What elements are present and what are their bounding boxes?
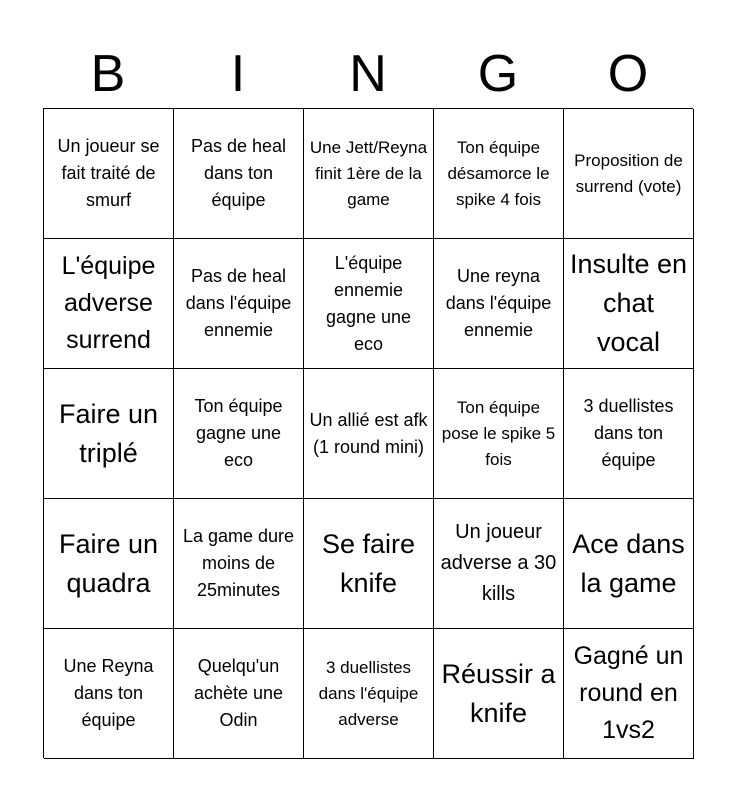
header-letter-n: N bbox=[349, 45, 387, 103]
cell-text: L'équipe ennemie gagne une eco bbox=[325, 252, 412, 354]
bingo-cell[interactable] bbox=[44, 369, 174, 499]
cell-text: Pas de heal dans ton équipe bbox=[190, 136, 287, 210]
cell-text: Une Reyna dans ton équipe bbox=[63, 656, 154, 730]
cell-text: 3 duellistes dans ton équipe bbox=[583, 396, 674, 470]
bingo-cell[interactable] bbox=[564, 109, 694, 239]
cell-text: Un joueur adverse a 30 kills bbox=[440, 521, 557, 605]
cell-text: La game dure moins de 25minutes bbox=[182, 526, 295, 600]
cell-text: Se faire knife bbox=[321, 528, 416, 598]
bingo-cell[interactable] bbox=[434, 499, 564, 629]
cell-text: Insulte en chat vocal bbox=[569, 249, 688, 357]
bingo-cell[interactable] bbox=[44, 109, 174, 239]
header-letter-g: G bbox=[477, 45, 519, 103]
bingo-cell[interactable] bbox=[434, 629, 564, 759]
header-letter-o: O bbox=[607, 45, 649, 103]
cell-text: 3 duellistes dans l'équipe adverse bbox=[318, 657, 419, 729]
cell-text: Pas de heal dans l'équipe ennemie bbox=[185, 266, 292, 340]
cell-text: Un joueur se fait traité de smurf bbox=[57, 136, 160, 210]
bingo-cell[interactable] bbox=[434, 109, 564, 239]
bingo-board bbox=[43, 108, 693, 758]
bingo-cell[interactable] bbox=[174, 629, 304, 759]
bingo-cell[interactable] bbox=[174, 109, 304, 239]
bingo-cell[interactable] bbox=[564, 499, 694, 629]
cell-text: Gagné un round en 1vs2 bbox=[573, 642, 684, 744]
bingo-cell[interactable] bbox=[44, 499, 174, 629]
cell-text: Quelqu'un achète une Odin bbox=[193, 656, 284, 730]
cell-text: Ton équipe gagne une eco bbox=[194, 396, 283, 470]
bingo-cell[interactable] bbox=[304, 499, 434, 629]
bingo-cell[interactable] bbox=[174, 369, 304, 499]
cell-text: Ace dans la game bbox=[572, 528, 685, 598]
cell-text: Une Jett/Reyna finit 1ère de la game bbox=[309, 137, 428, 209]
bingo-cell[interactable] bbox=[44, 239, 174, 369]
bingo-cell[interactable] bbox=[304, 629, 434, 759]
bingo-cell[interactable] bbox=[564, 369, 694, 499]
bingo-cell[interactable] bbox=[304, 369, 434, 499]
header-letter-i: I bbox=[230, 45, 246, 103]
cell-text: Réussir a knife bbox=[441, 658, 556, 728]
cell-text: Proposition de surrend (vote) bbox=[574, 150, 683, 196]
bingo-cell[interactable] bbox=[434, 369, 564, 499]
bingo-cell[interactable] bbox=[434, 239, 564, 369]
cell-text: Ton équipe pose le spike 5 fois bbox=[441, 397, 556, 469]
bingo-cell[interactable] bbox=[174, 239, 304, 369]
bingo-cell[interactable] bbox=[564, 239, 694, 369]
bingo-header bbox=[43, 40, 693, 108]
cell-text: Un allié est afk (1 round mini) bbox=[309, 409, 428, 457]
bingo-cell[interactable] bbox=[564, 629, 694, 759]
bingo-cell[interactable] bbox=[304, 239, 434, 369]
cell-text: Faire un triplé bbox=[58, 398, 159, 468]
header-letter-b: B bbox=[90, 45, 126, 103]
bingo-cell[interactable] bbox=[304, 109, 434, 239]
cell-text: Une reyna dans l'équipe ennemie bbox=[445, 266, 552, 340]
bingo-cell[interactable] bbox=[44, 629, 174, 759]
cell-text: Faire un quadra bbox=[58, 528, 159, 598]
cell-text: Ton équipe désamorce le spike 4 fois bbox=[447, 137, 550, 209]
bingo-cell[interactable] bbox=[174, 499, 304, 629]
cell-text: L'équipe adverse surrend bbox=[61, 252, 156, 354]
